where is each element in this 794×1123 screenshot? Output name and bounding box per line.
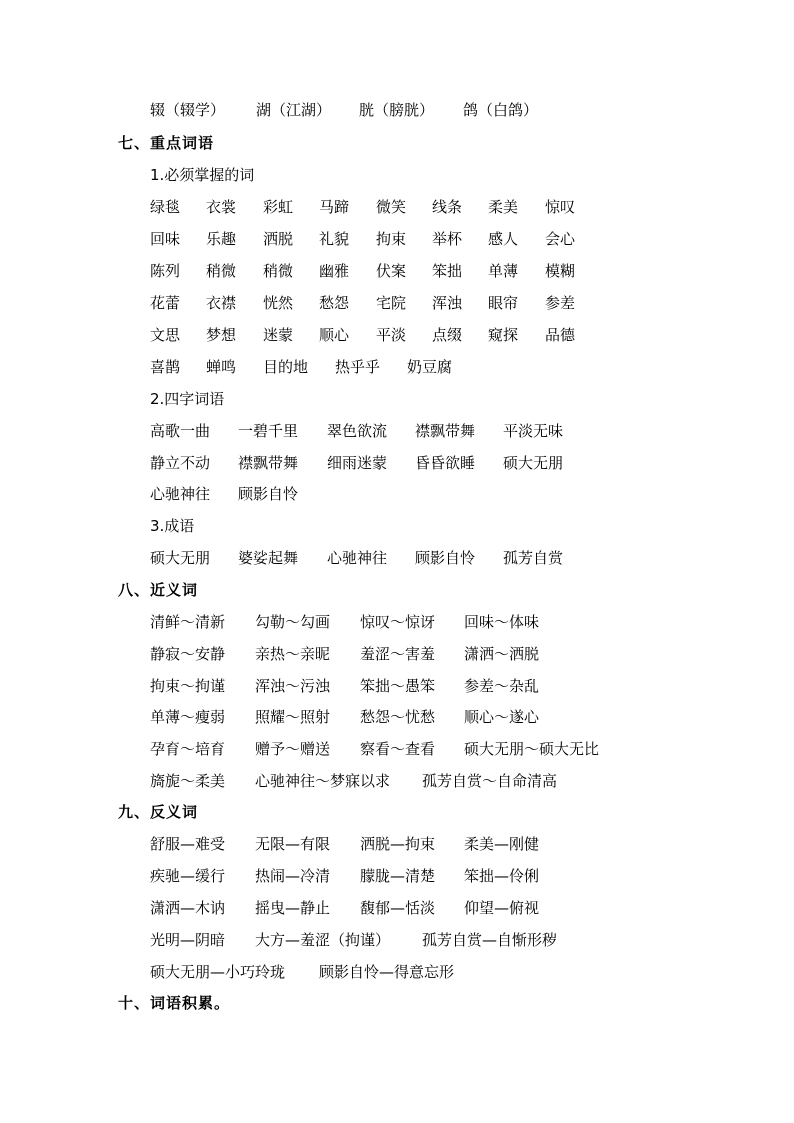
- word-item: 孤芳自赏: [503, 549, 564, 567]
- word-item: 宅院: [376, 294, 407, 312]
- word-item: 朦胧—清楚: [360, 867, 436, 885]
- word-item: 婆娑起舞: [238, 549, 299, 567]
- word-item: 大方—羞涩（拘谨）: [255, 931, 391, 949]
- word-item: 羞涩～害羞: [360, 645, 436, 663]
- section-heading-8: 八、近义词: [118, 581, 199, 599]
- section-heading-7: 七、重点词语: [118, 134, 215, 152]
- subsection-heading-1: 1.必须掌握的词: [150, 166, 255, 184]
- word-item: 高歌一曲: [150, 422, 211, 440]
- word-item: 平淡无味: [503, 422, 564, 440]
- word-item: 光明—阴暗: [150, 931, 226, 949]
- word-item: 目的地: [263, 358, 309, 376]
- word-item: 衣裳: [206, 198, 237, 216]
- word-item: 细雨迷蒙: [327, 454, 388, 472]
- word-item: 浑浊～污浊: [255, 677, 331, 695]
- word-item: 点缀: [432, 326, 463, 344]
- word-item: 回味: [150, 230, 181, 248]
- word-item: 照耀～照射: [255, 708, 331, 726]
- word-item: 伏案: [376, 262, 407, 280]
- word-item: 蝉鸣: [206, 358, 237, 376]
- word-item: 热乎乎: [335, 358, 381, 376]
- word-item: 品德: [545, 326, 576, 344]
- word-item: 赠予～赠送: [255, 740, 331, 758]
- subsection-heading-2: 2.四字词语: [150, 390, 225, 408]
- word-item: 稍微: [206, 262, 237, 280]
- word-item: 硕大无朋—小巧玲珑: [150, 963, 286, 981]
- word-item: 硕大无朋～硕大无比: [464, 740, 600, 758]
- word-item: 顺心～遂心: [464, 708, 540, 726]
- word-item: 衣襟: [206, 294, 237, 312]
- word-item: 仰望—俯视: [464, 899, 540, 917]
- word-item: 乐趣: [206, 230, 237, 248]
- word-item: 静立不动: [150, 454, 211, 472]
- word-item: 襟飘带舞: [238, 454, 299, 472]
- word-item: 拘束: [376, 230, 407, 248]
- word-item: 馥郁—恬淡: [360, 899, 436, 917]
- word-item: 清鲜～清新: [150, 613, 226, 631]
- word-item: 旖旎～柔美: [150, 772, 226, 790]
- word-item: 愁怨: [319, 294, 350, 312]
- word-item: 一碧千里: [238, 422, 299, 440]
- section-heading-9: 九、反义词: [118, 803, 199, 821]
- word-item: 梦想: [206, 326, 237, 344]
- word-item: 无限—有限: [255, 835, 331, 853]
- word-item: 辍（辍学）: [150, 101, 226, 119]
- word-item: 察看～查看: [360, 740, 436, 758]
- word-item: 襟飘带舞: [415, 422, 476, 440]
- word-item: 幽雅: [319, 262, 350, 280]
- word-item: 柔美: [488, 198, 519, 216]
- word-item: 硕大无朋: [503, 454, 564, 472]
- word-item: 翠色欲流: [327, 422, 388, 440]
- word-item: 孤芳自赏～自命清高: [422, 772, 558, 790]
- word-item: 眼帘: [488, 294, 519, 312]
- word-item: 摇曳—静止: [255, 899, 331, 917]
- word-item: 浑浊: [432, 294, 463, 312]
- word-item: 湖（江湖）: [256, 101, 332, 119]
- word-item: 恍然: [263, 294, 294, 312]
- word-item: 顺心: [319, 326, 350, 344]
- word-item: 潇洒～洒脱: [464, 645, 540, 663]
- section-heading-10: 十、词语积累。: [118, 994, 231, 1012]
- word-item: 窥探: [488, 326, 519, 344]
- word-item: 惊叹: [545, 198, 576, 216]
- subsection-heading-3: 3.成语: [150, 517, 195, 535]
- word-item: 孕育～培育: [150, 740, 226, 758]
- word-item: 拘束～拘谨: [150, 677, 226, 695]
- word-item: 礼貌: [319, 230, 350, 248]
- word-item: 彩虹: [263, 198, 294, 216]
- word-item: 顾影自怜—得意忘形: [319, 963, 455, 981]
- word-item: 单薄: [488, 262, 519, 280]
- word-item: 心驰神往: [327, 549, 388, 567]
- word-item: 昏昏欲睡: [415, 454, 476, 472]
- word-item: 迷蒙: [263, 326, 294, 344]
- word-item: 绿毯: [150, 198, 181, 216]
- word-item: 参差: [545, 294, 576, 312]
- word-item: 陈列: [150, 262, 181, 280]
- word-item: 模糊: [545, 262, 576, 280]
- word-item: 笨拙—伶俐: [464, 867, 540, 885]
- word-item: 热闹—冷清: [255, 867, 331, 885]
- word-item: 惊叹～惊讶: [360, 613, 436, 631]
- word-item: 鸽（白鸽）: [463, 101, 539, 119]
- word-item: 舒服—难受: [150, 835, 226, 853]
- word-item: 亲热～亲昵: [255, 645, 331, 663]
- word-item: 回味～体味: [464, 613, 540, 631]
- word-item: 心驰神往: [150, 485, 211, 503]
- word-item: 顾影自怜: [238, 485, 299, 503]
- word-item: 静寂～安静: [150, 645, 226, 663]
- word-item: 柔美—刚健: [464, 835, 540, 853]
- word-item: 会心: [545, 230, 576, 248]
- word-item: 单薄～瘦弱: [150, 708, 226, 726]
- word-item: 愁怨～忧愁: [360, 708, 436, 726]
- word-item: 马蹄: [319, 198, 350, 216]
- word-item: 洒脱—拘束: [360, 835, 436, 853]
- word-item: 参差～杂乱: [464, 677, 540, 695]
- word-item: 疾驰—缓行: [150, 867, 226, 885]
- word-item: 稍微: [263, 262, 294, 280]
- word-item: 笨拙～愚笨: [360, 677, 436, 695]
- word-item: 顾影自怜: [415, 549, 476, 567]
- word-item: 微笑: [376, 198, 407, 216]
- word-item: 喜鹊: [150, 358, 181, 376]
- word-item: 硕大无朋: [150, 549, 211, 567]
- word-item: 感人: [488, 230, 519, 248]
- word-item: 洒脱: [263, 230, 294, 248]
- word-item: 线条: [432, 198, 463, 216]
- word-item: 文思: [150, 326, 181, 344]
- word-item: 平淡: [376, 326, 407, 344]
- word-item: 潇洒—木讷: [150, 899, 226, 917]
- word-item: 胱（膀胱）: [359, 101, 435, 119]
- word-item: 花蕾: [150, 294, 181, 312]
- word-item: 勾勒～勾画: [255, 613, 331, 631]
- word-item: 孤芳自赏—自惭形秽: [422, 931, 558, 949]
- word-item: 奶豆腐: [407, 358, 453, 376]
- word-item: 举杯: [432, 230, 463, 248]
- word-item: 心驰神往～梦寐以求: [255, 772, 391, 790]
- word-item: 笨拙: [432, 262, 463, 280]
